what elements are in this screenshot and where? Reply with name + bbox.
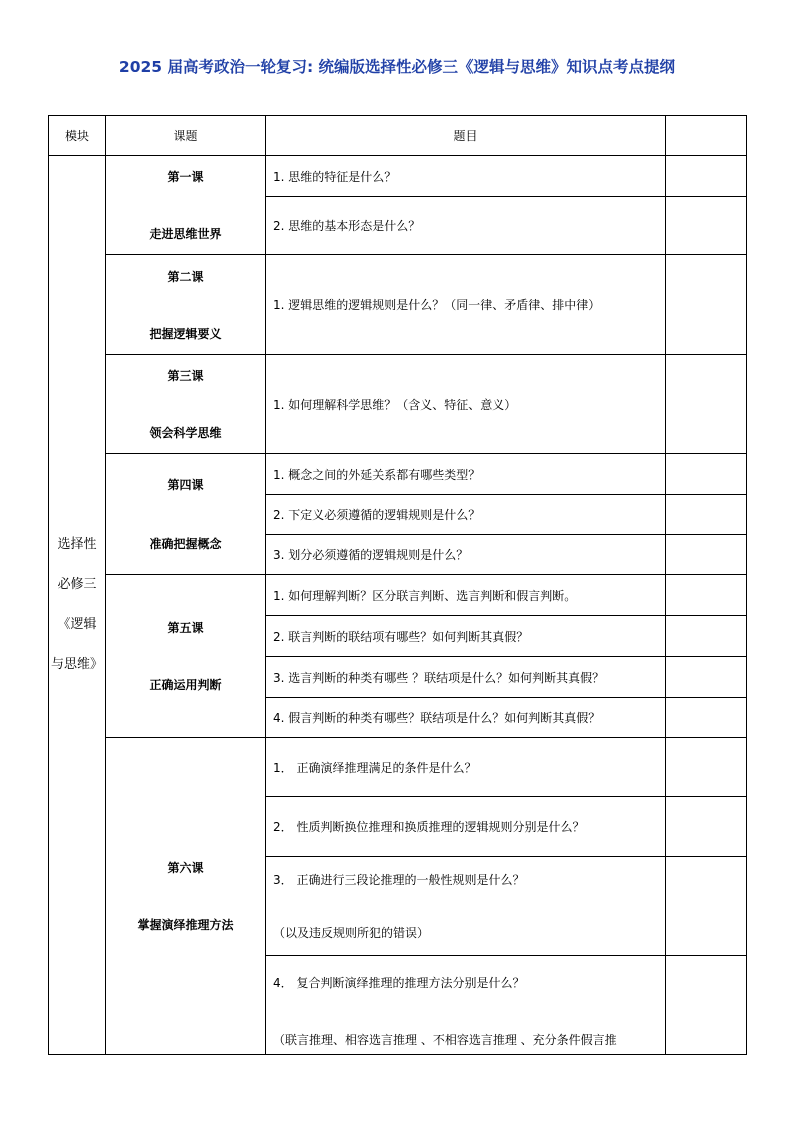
lesson-name: 正确运用判断 — [149, 678, 222, 692]
question-cell: 1． 正确演绎推理满足的条件是什么？ — [266, 738, 666, 797]
lesson-name: 把握逻辑要义 — [149, 326, 222, 341]
table-row — [49, 156, 747, 197]
question-cell: 2. 思维的基本形态是什么？ — [266, 197, 666, 255]
blank-cell — [666, 738, 747, 797]
blank-cell — [666, 454, 747, 495]
question-text: 3． 正确进行三段论推理的一般性规则是什么？ — [273, 873, 525, 887]
lesson-number: 第二课 — [167, 269, 204, 284]
blank-cell — [666, 197, 747, 255]
blank-cell — [666, 156, 747, 197]
lesson-number: 第三课 — [167, 369, 204, 383]
lesson-cell-6 — [106, 738, 266, 1055]
table-row — [49, 575, 747, 616]
blank-cell — [666, 616, 747, 657]
table-row — [49, 255, 747, 355]
lesson-cell-1 — [106, 156, 266, 255]
blank-cell — [666, 575, 747, 616]
module-cell — [49, 156, 106, 1055]
question-cell: 4. 假言判断的种类有哪些？联结项是什么？如何判断其真假？ — [266, 698, 666, 738]
question-cell: 2． 性质判断换位推理和换质推理的逻辑规则分别是什么？ — [266, 797, 666, 857]
blank-cell — [666, 657, 747, 698]
table-row — [49, 454, 747, 495]
lesson-number: 第四课 — [167, 478, 204, 492]
blank-cell — [666, 535, 747, 575]
table-row — [49, 738, 747, 797]
question-cell: 1. 如何理解判断？区分联言判断、选言判断和假言判断。 — [266, 575, 666, 616]
document-title: 2025 届高考政治一轮复习: 统编版选择性必修三《逻辑与思维》知识点考点提纲 — [118, 58, 676, 76]
lesson-number: 第六课 — [167, 861, 204, 875]
blank-cell — [666, 857, 747, 956]
lesson-name: 准确把握概念 — [149, 537, 222, 551]
lesson-cell-5 — [106, 575, 266, 738]
module-line: 选择性 — [57, 537, 97, 552]
header-module: 模块 — [49, 116, 106, 156]
module-line: 与思维》 — [50, 657, 103, 672]
question-note: （联言推理、相容选言推理 、不相容选言推理 、充分条件假言推 — [273, 1033, 617, 1047]
blank-cell — [666, 956, 747, 1055]
lesson-name: 掌握演绎推理方法 — [137, 918, 234, 932]
question-cell — [266, 956, 666, 1055]
module-line: 《逻辑 — [57, 617, 97, 632]
blank-cell — [666, 255, 747, 355]
outline-table — [48, 115, 747, 1055]
blank-cell — [666, 495, 747, 535]
lesson-cell-4 — [106, 454, 266, 575]
blank-cell — [666, 355, 747, 454]
lesson-name: 走进思维世界 — [149, 227, 222, 241]
blank-cell — [666, 698, 747, 738]
header-question: 题目 — [266, 116, 666, 156]
question-cell: 2. 联言判断的联结项有哪些？如何判断其真假？ — [266, 616, 666, 657]
lesson-number: 第五课 — [167, 621, 204, 635]
question-cell: 2. 下定义必须遵循的逻辑规则是什么？ — [266, 495, 666, 535]
question-text: 4． 复合判断演绎推理的推理方法分别是什么？ — [273, 976, 525, 990]
lesson-cell-3 — [106, 355, 266, 454]
question-cell — [266, 857, 666, 956]
header-extra — [666, 116, 747, 156]
question-note: （以及违反规则所犯的错误） — [273, 926, 430, 940]
question-cell: 1. 如何理解科学思维？（含义、特征、意义） — [266, 355, 666, 454]
question-cell: 3. 选言判断的种类有哪些 ？联结项是什么？如何判断其真假？ — [266, 657, 666, 698]
module-line: 必修三 — [57, 577, 97, 592]
question-cell: 3. 划分必须遵循的逻辑规则是什么？ — [266, 535, 666, 575]
table-header-row — [49, 116, 747, 156]
lesson-cell-2 — [106, 255, 266, 355]
lesson-name: 领会科学思维 — [149, 426, 222, 440]
question-cell: 1. 思维的特征是什么？ — [266, 156, 666, 197]
header-lesson: 课题 — [106, 116, 266, 156]
lesson-number: 第一课 — [167, 170, 204, 184]
question-cell: 1. 概念之间的外延关系都有哪些类型？ — [266, 454, 666, 495]
question-cell: 1. 逻辑思维的逻辑规则是什么？（同一律、矛盾律、排中律） — [266, 255, 666, 355]
table-row — [49, 355, 747, 454]
blank-cell — [666, 797, 747, 857]
